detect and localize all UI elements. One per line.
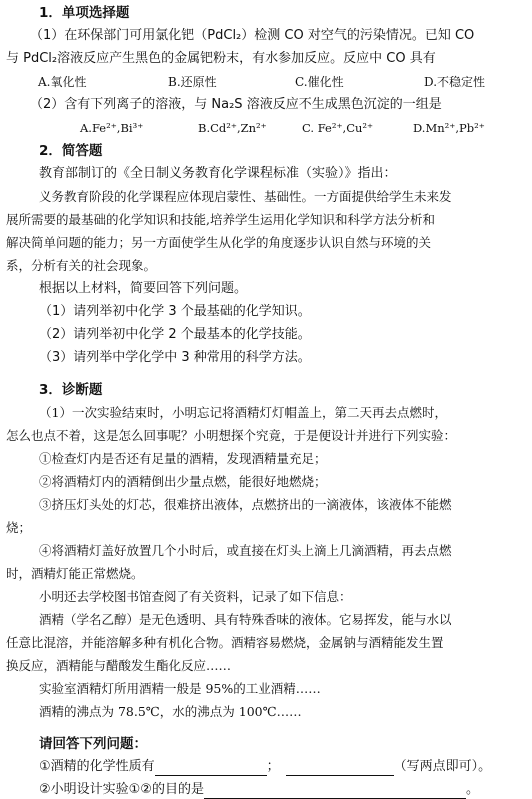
q1-line-2: 与 PdCl₂溶液反应产生黑色的金属钯粉末，有水参加反应。反应中 CO 具有 bbox=[6, 51, 436, 66]
s3-boiling-point: 酒精的沸点为 78.5℃，水的沸点为 100℃…… bbox=[39, 704, 302, 719]
q2-line-1: （2）含有下列离子的溶液，与 Na₂S 溶液反应不生成黑色沉淀的一组是 bbox=[30, 97, 442, 112]
answer-1-separator: ； bbox=[266, 759, 280, 774]
s3-step-3-cont: 烧； bbox=[6, 520, 32, 535]
s3-info-line: 换反应，酒精能与醋酸发生酯化反应…… bbox=[6, 658, 232, 673]
s3-info-line: 酒精（学名乙醇）是无色透明、具有特殊香味的液体。它易挥发，能与水以 bbox=[39, 612, 452, 627]
s2-intro: 教育部制订的《全日制义务教育化学课程标准（实验）》指出： bbox=[39, 166, 397, 181]
answer-1-prefix: ①酒精的化学性质有 bbox=[39, 759, 155, 774]
s2-question-1: （1）请列举初中化学 3 个最基础的化学知识。 bbox=[39, 304, 311, 319]
q2-option-d: D.Mn²⁺,Pb²⁺ bbox=[413, 121, 485, 135]
q1-option-d: D.不稳定性 bbox=[424, 75, 486, 89]
s3-step-4: ④将酒精灯盖好放置几个小时后，或直接在灯头上滴上几滴酒精，再去点燃 bbox=[39, 543, 452, 558]
q2-option-b: B.Cd²⁺,Zn²⁺ bbox=[198, 121, 267, 135]
answer-1-blank-b[interactable] bbox=[286, 761, 394, 776]
s3-para-line: 怎么也点不着，这是怎么回事呢？小明想探个究竟，于是便设计并进行下列实验： bbox=[6, 428, 457, 443]
answer-1-row bbox=[39, 758, 491, 776]
q1-option-b: B.还原性 bbox=[168, 75, 217, 89]
answer-1-suffix: （写两点即可）。 bbox=[393, 759, 492, 774]
answer-2-blank[interactable] bbox=[204, 784, 466, 799]
answer-prompt: 请回答下列问题： bbox=[39, 736, 147, 752]
s3-para-line: （1）一次实验结束时，小明忘记将酒精灯灯帽盖上，第二天再去点燃时， bbox=[39, 405, 447, 420]
q1-option-c: C.催化性 bbox=[295, 75, 344, 89]
q1-option-a: A.氧化性 bbox=[38, 75, 87, 89]
s3-step-3: ③挤压灯头处的灯芯，很难挤出液体，点燃挤出的一滴液体，该液体不能燃 bbox=[39, 497, 452, 512]
s3-step-1: ①检查灯内是否还有足量的酒精，发现酒精量充足； bbox=[39, 451, 327, 466]
s3-step-4-cont: 时，酒精灯能正常燃烧。 bbox=[6, 566, 144, 581]
s2-question-2: （2）请列举初中化学 2 个最基本的化学技能。 bbox=[39, 327, 311, 342]
s3-step-2: ②将酒精灯内的酒精倒出少量点燃，能很好地燃烧； bbox=[39, 474, 327, 489]
s2-prompt: 根据以上材料，简要回答下列问题。 bbox=[39, 281, 248, 296]
answer-2-prefix: ②小明设计实验①②的目的是 bbox=[39, 782, 204, 797]
s2-question-3: （3）请列举中学化学中 3 种常用的科学方法。 bbox=[39, 350, 311, 365]
q1-line-1: （1）在环保部门可用氯化钯（PdCl₂）检测 CO 对空气的污染情况。已知 CO bbox=[30, 28, 475, 43]
answer-2-row bbox=[39, 781, 479, 799]
s2-quote-line: 义务教育阶段的化学课程应体现启蒙性、基础性。一方面提供给学生未来发 bbox=[39, 189, 452, 204]
s3-lab-note: 实验室酒精灯所用酒精一般是 95%的工业酒精…… bbox=[39, 681, 321, 696]
section-2-title: 2．简答题 bbox=[39, 143, 103, 159]
s2-quote-line: 解决简单问题的能力；另一方面使学生从化学的角度逐步认识自然与环境的关 bbox=[6, 235, 432, 250]
s3-info-line: 任意比混溶，并能溶解多种有机化合物。酒精容易燃烧，金属钠与酒精能发生置 bbox=[6, 635, 444, 650]
section-3-title: 3．诊断题 bbox=[39, 382, 103, 398]
answer-2-suffix: 。 bbox=[465, 782, 479, 797]
s3-info-intro: 小明还去学校图书馆查阅了有关资料，记录了如下信息： bbox=[39, 589, 352, 604]
section-1-title: 1．单项选择题 bbox=[39, 5, 130, 21]
q2-option-c: C. Fe²⁺,Cu²⁺ bbox=[302, 121, 374, 135]
s2-quote-line: 展所需要的最基础的化学知识和技能,培养学生运用化学知识和科学方法分析和 bbox=[6, 212, 435, 227]
q2-option-a: A.Fe²⁺,Bi³⁺ bbox=[80, 121, 144, 135]
answer-1-blank-a[interactable] bbox=[155, 761, 267, 776]
s2-quote-line: 系，分析有关的社会现象。 bbox=[6, 258, 157, 273]
